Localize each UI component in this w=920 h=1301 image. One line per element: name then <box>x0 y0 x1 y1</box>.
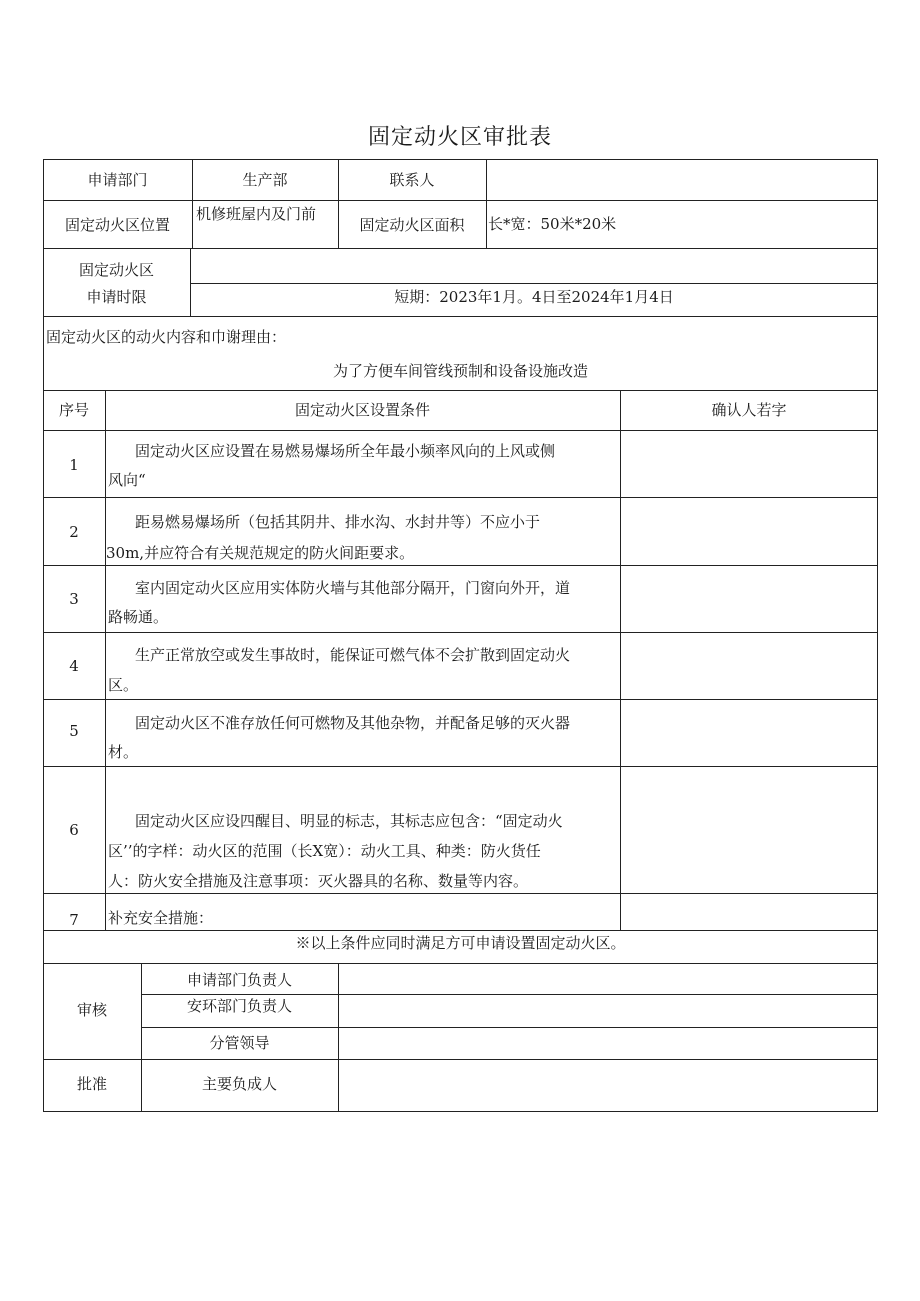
row-divider <box>43 430 878 431</box>
area-value: 长*宽：50米*20米 <box>488 215 617 233</box>
period-value: 短期：2023年1月。4日至2024年1月4日 <box>394 288 674 306</box>
row-divider <box>190 283 878 284</box>
row-number: 7 <box>69 911 79 929</box>
row-number: 4 <box>69 657 79 675</box>
condition-text: 材。 <box>108 743 139 761</box>
conditions-note: ※以上条件应同时满足方可申请设置固定动火区。 <box>295 934 626 952</box>
row-divider <box>43 893 878 894</box>
row-number: 1 <box>69 456 79 474</box>
condition-text: 固定动火区不准存放任何可燃物及其他杂物，并配备足够的灭火器 <box>135 714 571 732</box>
row-divider <box>43 766 878 767</box>
condition-text: 路畅通。 <box>108 608 169 626</box>
row-divider <box>43 699 878 700</box>
row-divider <box>43 632 878 633</box>
col-confirm-header: 确认人若字 <box>711 401 787 419</box>
row-divider <box>43 963 878 964</box>
row-divider <box>43 1059 878 1060</box>
row-number: 3 <box>69 590 79 608</box>
dept-head-label: 申请部门负责人 <box>186 971 292 989</box>
row-divider <box>43 200 878 201</box>
dept-label: 申请部门 <box>87 171 148 189</box>
row-divider <box>43 930 878 931</box>
condition-text: 固定动火区应设四醒目、明显的标志，其标志应包含：“固定动火 <box>135 812 563 830</box>
col-condition-header: 固定动火区设置条件 <box>294 401 430 419</box>
area-label: 固定动火区面积 <box>359 216 465 234</box>
dept-value: 生产部 <box>242 171 288 189</box>
condition-text: 固定动火区应设置在易燃易爆场所全年最小频率风向的上风或侧 <box>135 442 556 460</box>
row-divider <box>141 1027 878 1028</box>
period-label: 固定动火区 <box>78 261 154 279</box>
page-title: 固定动火区审批表 <box>367 125 552 150</box>
approve-label: 批准 <box>76 1075 107 1093</box>
row-number: 2 <box>69 523 79 541</box>
condition-text: 风向“ <box>108 471 146 489</box>
row-divider <box>43 316 878 317</box>
col-divider <box>338 963 339 1112</box>
reason-value: 为了方便车间管线预制和设备设施改造 <box>332 362 588 380</box>
row-divider <box>43 390 878 391</box>
condition-text: 生产正常放空或发生事故时，能保证可燃气体不会扩散到固定动火 <box>135 646 571 664</box>
supplementary-measures-label: 补充安全措施： <box>108 909 214 927</box>
location-value: 机修班屋内及门前 <box>196 205 317 223</box>
col-divider <box>105 390 106 930</box>
location-label: 固定动火区位置 <box>64 216 170 234</box>
col-divider <box>486 159 487 248</box>
condition-text: 区。 <box>108 676 139 694</box>
env-head-label: 安环部门负责人 <box>186 997 292 1015</box>
reason-label: 固定动火区的动火内容和巾谢理由： <box>46 328 287 346</box>
condition-text: 人：防火安全措施及注意事项：灭火器具的名称、数量等内容。 <box>108 872 529 890</box>
row-number: 5 <box>69 722 79 740</box>
col-number-header: 序号 <box>58 401 89 419</box>
row-divider <box>141 994 878 995</box>
review-label: 审核 <box>76 1001 107 1019</box>
condition-text: 30m,并应符合有关规范规定的防火间距要求。 <box>106 544 415 562</box>
row-number: 6 <box>69 821 79 839</box>
row-divider <box>43 248 878 249</box>
col-divider <box>620 390 621 930</box>
main-head-label: 主要负成人 <box>201 1075 277 1093</box>
row-divider <box>43 565 878 566</box>
condition-text: 距易燃易爆场所（包括其阴井、排水沟、水封井等）不应小于 <box>135 513 541 531</box>
period-label: 申请时限 <box>86 288 147 306</box>
row-divider <box>43 497 878 498</box>
condition-text: 室内固定动火区应用实体防火墙与其他部分隔开，门窗向外开，道 <box>135 579 571 597</box>
leader-label: 分管领导 <box>209 1034 270 1052</box>
contact-label: 联系人 <box>389 171 435 189</box>
condition-text: 区’’的字样：动火区的范围（长X宽）：动火工具、种类：防火货任 <box>108 842 541 860</box>
